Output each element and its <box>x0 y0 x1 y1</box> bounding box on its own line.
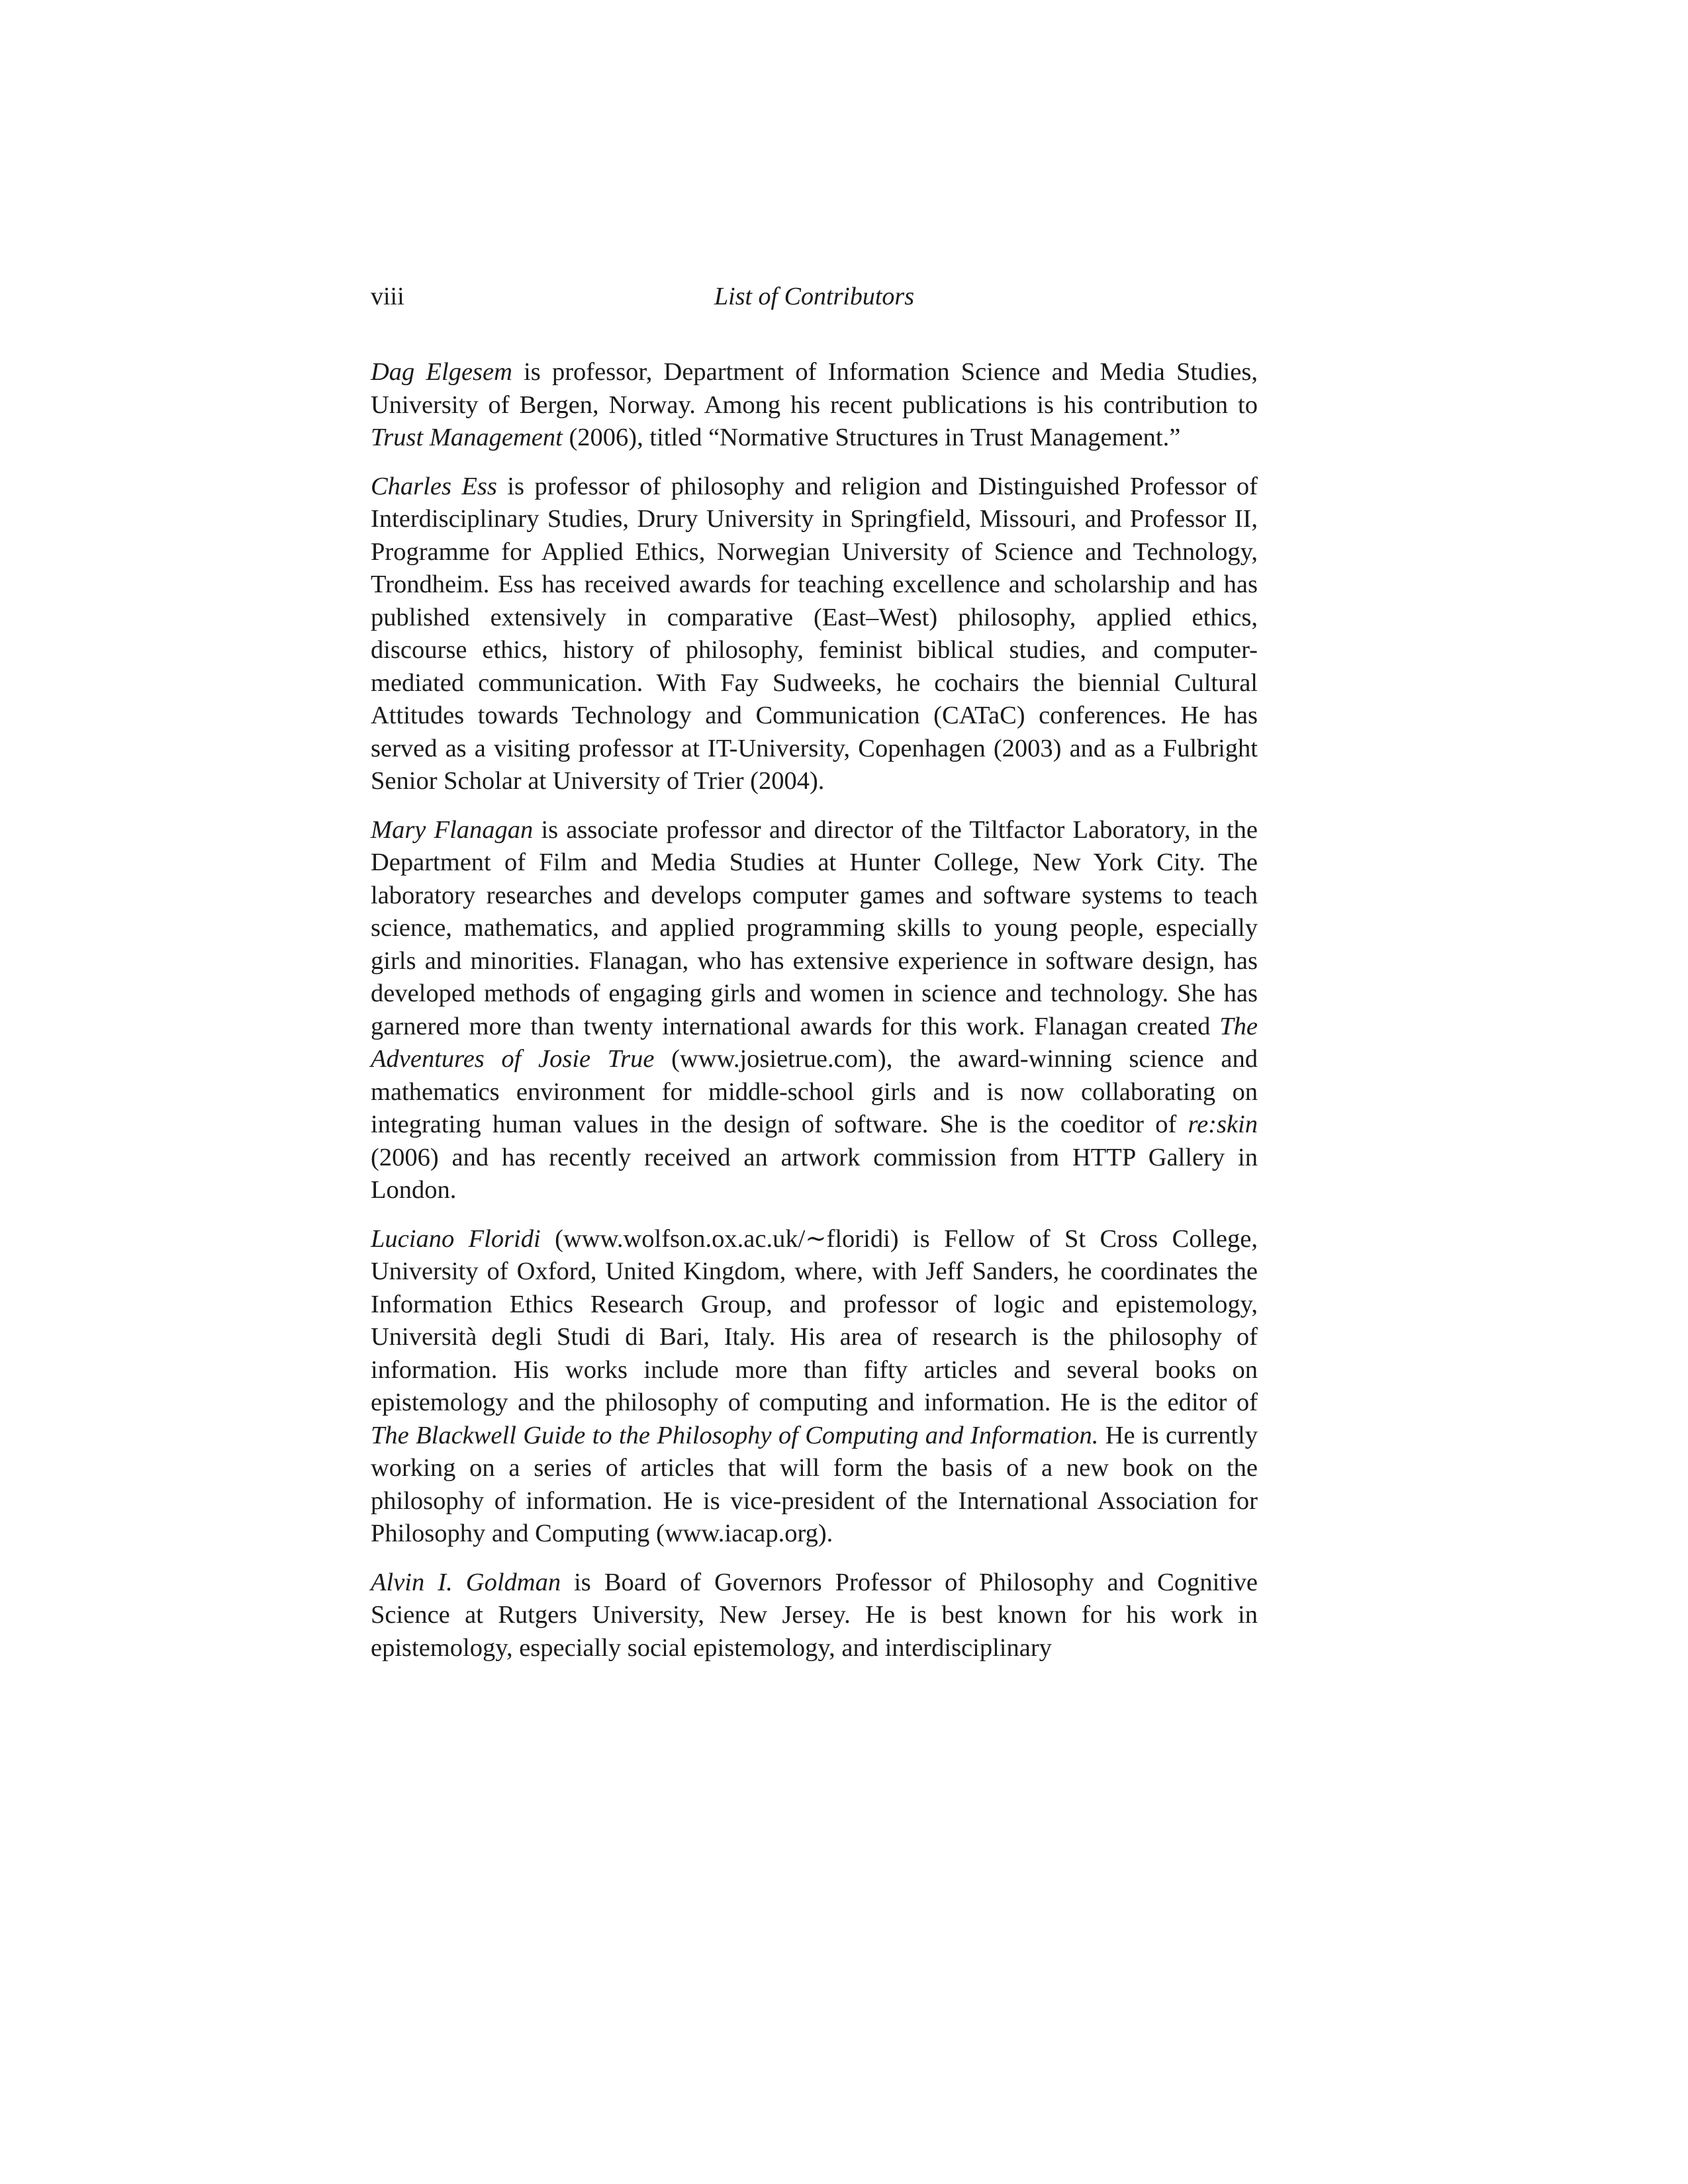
contributor-entry-flanagan <box>371 814 1258 1207</box>
book-title: re:skin <box>1188 1111 1258 1138</box>
entry-text: He is currently working on a series of articles that will form the basis of a new book on the philosophy of information. He is vice-president of the International Association for Philosophy and Computing (www.iacap.org). <box>371 1421 1258 1547</box>
contributor-name: Dag Elgesem <box>371 358 512 386</box>
entry-text: (2006) and has recently received an artwork commission from HTTP Gallery in London. <box>371 1143 1258 1204</box>
contributor-name: Luciano Floridi <box>371 1224 541 1253</box>
contributor-entry-goldman <box>371 1567 1258 1665</box>
contributor-name: Alvin I. Goldman <box>371 1568 561 1596</box>
contributor-list <box>371 356 1258 1664</box>
book-title: The Blackwell Guide to the Philosophy of Computing and Information. <box>371 1421 1099 1449</box>
contributor-name: Charles Ess <box>371 472 497 500</box>
entry-text: is associate professor and director of the Tiltfactor Laboratory, in the Department of Film and Media Studies at Hunter College, New York City. The laboratory researches and develops computer games and software systems to teach science, mathematics, and applied programming skills to young people, especially girls and minorities. Flanagan, who has extensive experience in software design, has developed methods of engaging girls and women in science and technology. She has garnered more than twenty international awards for this work. Flanagan created <box>371 815 1258 1040</box>
entry-text: (2006), titled “Normative Structures in Trust Management.” <box>562 424 1181 451</box>
contributor-name: Mary Flanagan <box>371 815 534 844</box>
entry-text: (www.josietrue.com), the award-winning science and mathematics environment for middle-school girls and is now collaborating on integrating human values in the design of software. She is the coeditor of <box>371 1045 1258 1138</box>
entry-text: is Board of Governors Professor of Philosophy and Cognitive Science at Rutgers University, New Jersey. He is best known for his work in epistemology, especially social epistemology, and interdisciplinary <box>371 1568 1258 1662</box>
page-number: viii <box>371 283 404 310</box>
book-page <box>371 278 1258 1680</box>
book-title: Trust Management <box>371 424 563 451</box>
contributor-entry-ess <box>371 471 1258 798</box>
work-title: The Adventures of Josie True <box>371 1012 1258 1073</box>
entry-text: is professor of philosophy and religion and Distinguished Professor of Interdisciplinary Studies, Drury University in Springfield, Missouri, and Professor II, Programme for Applied Ethics, Norwegian University of Science and Technology, Trondheim. Ess has received awards for teaching excellence and scholarship and has published extensively in comparative (East–West) philosophy, applied ethics, discourse ethics, history of philosophy, feminist biblical studies, and computer-mediated communication. With Fay Sudweeks, he cochairs the biennial Cultural Attitudes towards Technology and Communication (CATaC) conferences. He has served as a visiting professor at IT-University, Copenhagen (2003) and as a Fulbright Senior Scholar at University of Trier (2004). <box>371 472 1258 795</box>
entry-text: (www.wolfson.ox.ac.uk/∼floridi) is Fellow of St Cross College, University of Oxford, United Kingdom, where, with Jeff Sanders, he coordinates the Information Ethics Research Group, and professor of logic and epistemology, Università degli Studi di Bari, Italy. His area of research is the philosophy of information. His works include more than fifty articles and several books on epistemology and the philosophy of computing and information. He is the editor of <box>371 1224 1258 1416</box>
contributor-entry-floridi <box>371 1223 1258 1551</box>
contributor-entry-elgesem <box>371 356 1258 455</box>
running-title: List of Contributors <box>714 283 914 310</box>
running-head <box>371 278 1258 315</box>
entry-text: is professor, Department of Information Science and Media Studies, University of Bergen, Norway. Among his recent publications is his contribution to <box>371 358 1258 419</box>
